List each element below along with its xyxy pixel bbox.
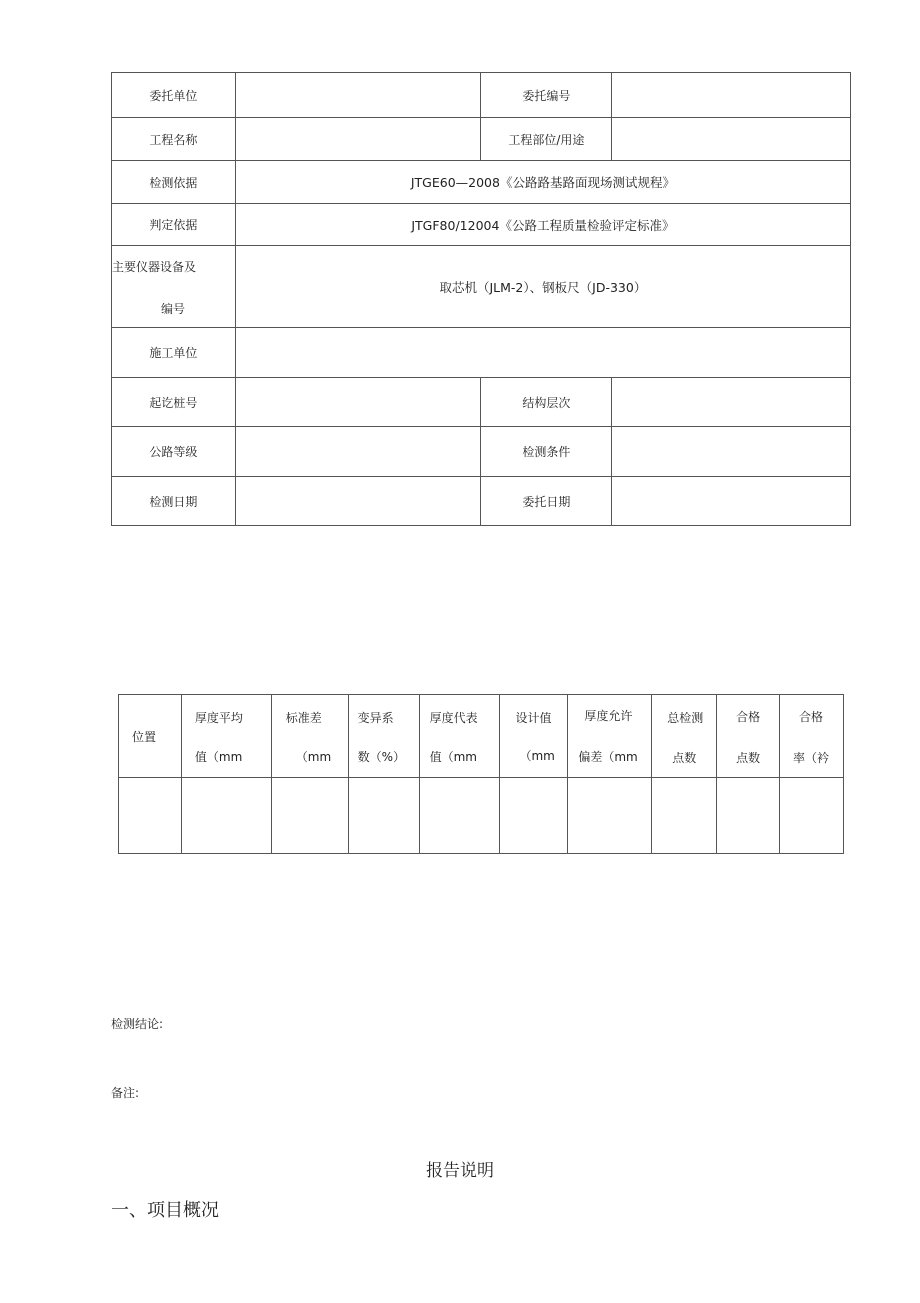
client-value[interactable] [235, 73, 481, 118]
client-label: 委托单位 [112, 73, 236, 118]
header-pass-rate: 合格 率（衿 [780, 695, 844, 778]
commission-no-value[interactable] [612, 73, 851, 118]
constructor-label: 施工单位 [112, 328, 236, 378]
table-row [112, 118, 851, 161]
conclusion-label: 检测结论: [111, 1017, 164, 1031]
section-heading: 一、项目概况 [111, 1200, 219, 1221]
result-table [118, 694, 844, 854]
header-pass-points: 合格 点数 [717, 695, 780, 778]
header-std-dev: 标准差 （mm [271, 695, 348, 778]
table-row [119, 778, 844, 854]
cell-total-points[interactable] [652, 778, 717, 854]
station-value[interactable] [235, 378, 481, 427]
cell-design-value[interactable] [500, 778, 568, 854]
table-row [112, 477, 851, 526]
header-position: 位置 [119, 695, 182, 778]
equipment-label-line1: 主要仪器设备及 [112, 260, 197, 274]
result-header-row [119, 695, 844, 778]
info-table [111, 72, 851, 526]
header-tolerance: 厚度允许 偏差（mm [568, 695, 652, 778]
remark-label: 备注: [111, 1086, 140, 1100]
test-date-label: 检测日期 [112, 477, 236, 526]
equipment-value: 取芯机（JLM-2）、钢板尺（JD-330） [235, 246, 850, 328]
header-total-points: 总检测 点数 [652, 695, 717, 778]
cell-pass-rate[interactable] [780, 778, 844, 854]
header-rep-thickness: 厚度代表 值（mm [419, 695, 500, 778]
condition-value[interactable] [612, 427, 851, 477]
grade-label: 公路等级 [112, 427, 236, 477]
cell-tolerance[interactable] [568, 778, 652, 854]
cell-pass-points[interactable] [717, 778, 780, 854]
equipment-label [112, 246, 236, 328]
grade-value[interactable] [235, 427, 481, 477]
commission-date-value[interactable] [612, 477, 851, 526]
cell-std-dev[interactable] [271, 778, 348, 854]
cell-position[interactable] [119, 778, 182, 854]
commission-date-label: 委托日期 [481, 477, 612, 526]
judge-value: JTGF80/12004《公路工程质量检验评定标准》 [235, 204, 850, 246]
table-row [112, 378, 851, 427]
table-row [112, 246, 851, 328]
layer-label: 结构层次 [481, 378, 612, 427]
basis-value: JTGE60—2008《公路路基路面现场测试规程》 [235, 161, 850, 204]
basis-label: 检测依据 [112, 161, 236, 204]
judge-label: 判定依据 [112, 204, 236, 246]
cell-cv[interactable] [348, 778, 419, 854]
commission-no-label: 委托编号 [481, 73, 612, 118]
test-date-value[interactable] [235, 477, 481, 526]
equipment-label-line2: 编号 [161, 302, 186, 316]
table-row [112, 161, 851, 204]
header-cv: 变异系 数（%） [348, 695, 419, 778]
constructor-value[interactable] [235, 328, 850, 378]
project-label: 工程名称 [112, 118, 236, 161]
project-value[interactable] [235, 118, 481, 161]
part-value[interactable] [612, 118, 851, 161]
report-title: 报告说明 [426, 1161, 494, 1181]
table-row [112, 427, 851, 477]
table-row [112, 328, 851, 378]
table-row [112, 73, 851, 118]
cell-rep-thickness[interactable] [419, 778, 500, 854]
station-label: 起讫桩号 [112, 378, 236, 427]
table-row [112, 204, 851, 246]
cell-avg-thickness[interactable] [181, 778, 271, 854]
condition-label: 检测条件 [481, 427, 612, 477]
header-avg-thickness: 厚度平均 值（mm [181, 695, 271, 778]
layer-value[interactable] [612, 378, 851, 427]
part-label: 工程部位/用途 [481, 118, 612, 161]
header-design-value: 设计值 （mm [500, 695, 568, 778]
